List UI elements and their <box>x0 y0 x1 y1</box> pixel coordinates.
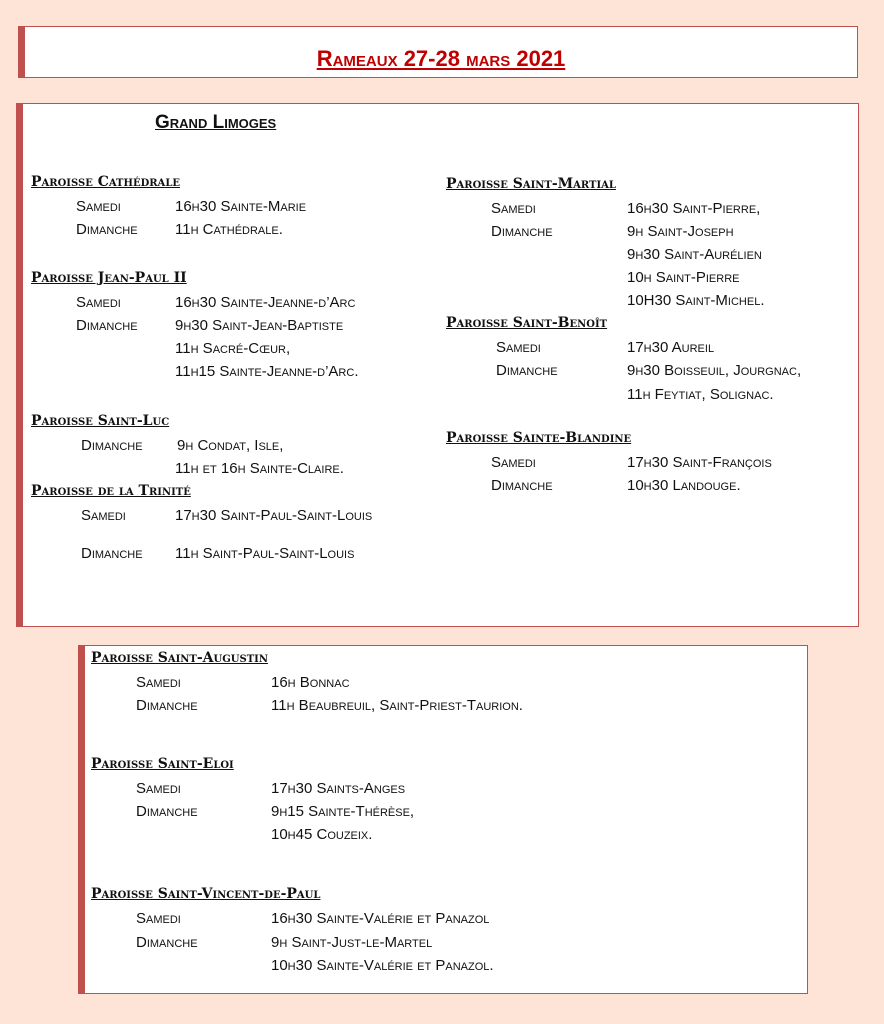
samedi-label: Samedi <box>81 507 126 524</box>
dimanche-label: Dimanche <box>136 697 198 714</box>
parish-saint-augustin-name: Paroisse Saint-Augustin <box>91 650 268 666</box>
schedule-entry: 17h30 Saint-Paul-Saint-Louis <box>175 507 373 524</box>
schedule-entry: 9h15 Sainte-Thérèse, <box>271 803 415 820</box>
schedule-entry: 16h30 Sainte-Valérie et Panazol <box>271 910 490 927</box>
schedule-entry: 11h Beaubreuil, Saint-Priest-Taurion. <box>271 697 523 714</box>
schedule-entry: 11h15 Sainte-Jeanne-d’Arc. <box>175 363 359 380</box>
samedi-label: Samedi <box>136 674 181 691</box>
parish-saint-vincent-name: Paroisse Saint-Vincent-de-Paul <box>91 886 321 902</box>
schedule-entry: 11h Sacré-Cœur, <box>175 340 291 357</box>
schedule-entry: 10H30 Saint-Michel. <box>627 292 765 309</box>
schedule-entry: 10h30 Sainte-Valérie et Panazol. <box>271 957 494 974</box>
parish-saint-luc-name: Paroisse Saint-Luc <box>31 413 170 429</box>
schedule-entry: 9h30 Boisseuil, Jourgnac, <box>627 362 802 379</box>
schedule-entry: 11h Saint-Paul-Saint-Louis <box>175 545 355 562</box>
dimanche-label: Dimanche <box>491 477 553 494</box>
parish-trinite-name: Paroisse de la Trinité <box>31 483 191 499</box>
samedi-label: Samedi <box>496 339 541 356</box>
parish-saint-benoit-name: Paroisse Saint-Benoît <box>446 315 608 331</box>
schedule-entry: 16h30 Sainte-Jeanne-d’Arc <box>175 294 356 311</box>
grand-limoges-box <box>16 103 859 627</box>
schedule-entry: 16h30 Sainte-Marie <box>175 198 307 215</box>
samedi-label: Samedi <box>491 454 536 471</box>
schedule-entry: 9h Saint-Just-le-Martel <box>271 934 433 951</box>
dimanche-label: Dimanche <box>81 437 143 454</box>
dimanche-label: Dimanche <box>76 317 138 334</box>
samedi-label: Samedi <box>136 780 181 797</box>
schedule-entry: 17h30 Aureil <box>627 339 715 356</box>
schedule-entry: 11h Cathédrale. <box>175 221 283 238</box>
title-box <box>18 26 858 78</box>
schedule-entry: 9h Condat, Isle, <box>177 437 284 454</box>
dimanche-label: Dimanche <box>136 803 198 820</box>
schedule-entry: 16h30 Saint-Pierre, <box>627 200 761 217</box>
schedule-entry: 17h30 Saint-François <box>627 454 772 471</box>
schedule-entry: 10h30 Landouge. <box>627 477 741 494</box>
schedule-entry: 10h Saint-Pierre <box>627 269 740 286</box>
parish-sainte-blandine-name: Paroisse Sainte-Blandine <box>446 430 632 446</box>
page-title: Rameaux 27-28 mars 2021 <box>316 46 566 71</box>
outer-parishes-box <box>78 645 808 994</box>
dimanche-label: Dimanche <box>81 545 143 562</box>
parish-jean-paul-name: Paroisse Jean-Paul II <box>31 270 187 286</box>
parish-saint-martial-name: Paroisse Saint-Martial <box>446 176 616 192</box>
dimanche-label: Dimanche <box>76 221 138 238</box>
schedule-entry: 9h30 Saint-Jean-Baptiste <box>175 317 344 334</box>
dimanche-label: Dimanche <box>136 934 198 951</box>
parish-cathedrale-name: Paroisse Cathédrale <box>31 174 180 190</box>
schedule-entry: 11h Feytiat, Solignac. <box>627 386 774 403</box>
section-heading: Grand Limoges <box>155 112 277 133</box>
dimanche-label: Dimanche <box>496 362 558 379</box>
samedi-label: Samedi <box>76 198 121 215</box>
schedule-entry: 9h30 Saint-Aurélien <box>627 246 762 263</box>
schedule-entry: 17h30 Saints-Anges <box>271 780 406 797</box>
schedule-entry: 9h Saint-Joseph <box>627 223 734 240</box>
samedi-label: Samedi <box>491 200 536 217</box>
schedule-entry: 16h Bonnac <box>271 674 350 691</box>
samedi-label: Samedi <box>136 910 181 927</box>
schedule-entry: 11h et 16h Sainte-Claire. <box>175 460 344 477</box>
dimanche-label: Dimanche <box>491 223 553 240</box>
parish-saint-eloi-name: Paroisse Saint-Eloi <box>91 756 234 772</box>
samedi-label: Samedi <box>76 294 121 311</box>
schedule-entry: 10h45 Couzeix. <box>271 826 373 843</box>
